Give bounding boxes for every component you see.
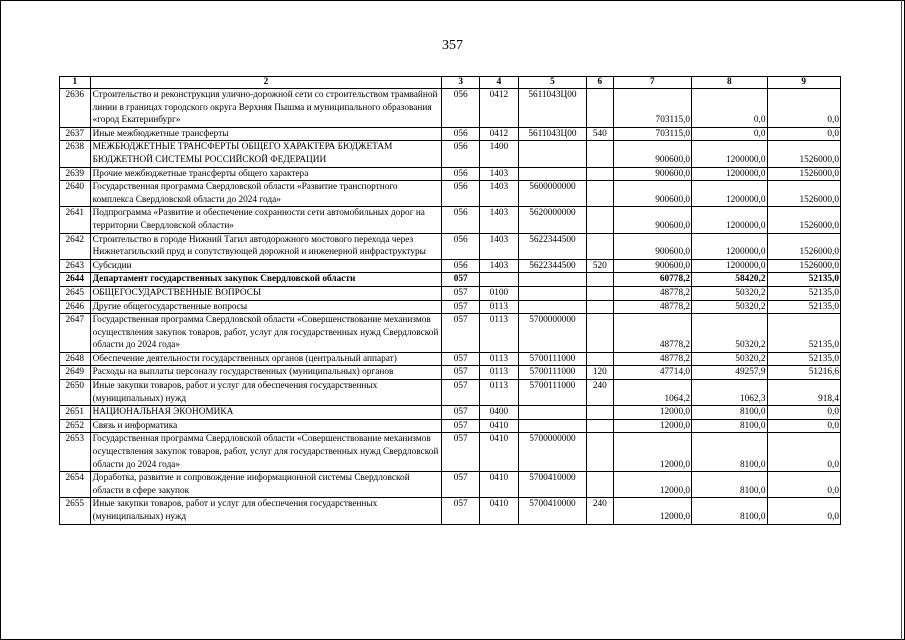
- amount-col-9: 0,0: [767, 406, 840, 420]
- row-name: Расходы на выплаты персоналу государственных (муниципальных) органов: [90, 366, 442, 380]
- section-code: 0410: [480, 419, 519, 433]
- amount-col-9: 1526000,0: [767, 167, 840, 181]
- target-article-code: [518, 300, 586, 314]
- row-name: МЕЖБЮДЖЕТНЫЕ ТРАНСФЕРТЫ ОБЩЕГО ХАРАКТЕРА БЮДЖЕТАМ БЮДЖЕТНОЙ СИСТЕМЫ РОССИЙСКОЙ ФЕДЕРАЦИИ: [90, 141, 442, 167]
- header-cell-7: 7: [613, 77, 692, 89]
- amount-col-8: 8100,0: [692, 498, 767, 524]
- table-row: [60, 314, 841, 353]
- amount-col-9: 1526000,0: [767, 207, 840, 233]
- table-row: [60, 207, 841, 233]
- section-code: [480, 273, 519, 287]
- row-number: 2636: [60, 89, 91, 128]
- row-name: Строительство в городе Нижний Тагил автодорожного мостового перехода через Нижнетагильский пруд и сопутствующей дорожной и инженерной инфраструктуры: [90, 233, 442, 259]
- page-number: 357: [442, 38, 463, 53]
- amount-col-7: 703115,0: [613, 127, 692, 141]
- row-number: 2637: [60, 127, 91, 141]
- ministry-code: 057: [442, 498, 480, 524]
- target-article-code: 5700111000: [518, 366, 586, 380]
- target-article-code: [518, 141, 586, 167]
- amount-col-7: 48778,2: [613, 352, 692, 366]
- section-code: 1403: [480, 167, 519, 181]
- ministry-code: 057: [442, 366, 480, 380]
- header-cell-2: 2: [90, 77, 442, 89]
- amount-col-8: 8100,0: [692, 433, 767, 472]
- amount-col-7: 900600,0: [613, 259, 692, 273]
- amount-col-7: 12000,0: [613, 433, 692, 472]
- row-number: 2642: [60, 233, 91, 259]
- amount-col-7: 12000,0: [613, 498, 692, 524]
- row-name: Иные закупки товаров, работ и услуг для обеспечения государственных (муниципальных) нужд: [90, 380, 442, 406]
- section-code: 0410: [480, 498, 519, 524]
- table-row: [60, 406, 841, 420]
- amount-col-7: 48778,2: [613, 286, 692, 300]
- expense-type-code: [587, 433, 614, 472]
- row-name: Иные межбюджетные трансферты: [90, 127, 442, 141]
- table-row: [60, 352, 841, 366]
- amount-col-7: 900600,0: [613, 141, 692, 167]
- row-number: 2648: [60, 352, 91, 366]
- amount-col-9: 52135,0: [767, 352, 840, 366]
- ministry-code: 056: [442, 127, 480, 141]
- ministry-code: 057: [442, 472, 480, 498]
- table-body: [60, 89, 841, 525]
- table-row: [60, 167, 841, 181]
- expense-type-code: 120: [587, 366, 614, 380]
- amount-col-9: 0,0: [767, 127, 840, 141]
- expense-type-code: [587, 167, 614, 181]
- amount-col-9: 0,0: [767, 433, 840, 472]
- row-number: 2649: [60, 366, 91, 380]
- section-code: 0113: [480, 366, 519, 380]
- row-number: 2646: [60, 300, 91, 314]
- ministry-code: 056: [442, 259, 480, 273]
- expense-type-code: [587, 181, 614, 207]
- target-article-code: 5700410000: [518, 472, 586, 498]
- expense-type-code: 540: [587, 127, 614, 141]
- amount-col-7: 12000,0: [613, 419, 692, 433]
- target-article-code: 5600000000: [518, 181, 586, 207]
- header-cell-9: 9: [767, 77, 840, 89]
- target-article-code: 5622344500: [518, 259, 586, 273]
- amount-col-9: 1526000,0: [767, 259, 840, 273]
- expense-type-code: [587, 207, 614, 233]
- ministry-code: 057: [442, 314, 480, 353]
- expense-type-code: [587, 352, 614, 366]
- header-cell-8: 8: [692, 77, 767, 89]
- section-code: 1403: [480, 259, 519, 273]
- ministry-code: 057: [442, 273, 480, 287]
- row-name: Доработка, развитие и сопровождение информационной системы Свердловской области в сфере закупок: [90, 472, 442, 498]
- row-number: 2650: [60, 380, 91, 406]
- amount-col-8: 50320,2: [692, 314, 767, 353]
- amount-col-7: 900600,0: [613, 181, 692, 207]
- table-row: [60, 273, 841, 287]
- amount-col-9: 0,0: [767, 419, 840, 433]
- expense-type-code: [587, 233, 614, 259]
- row-name: Подпрограмма «Развитие и обеспечение сохранности сети автомобильных дорог на территории Свердловской области»: [90, 207, 442, 233]
- row-number: 2652: [60, 419, 91, 433]
- table-row: [60, 366, 841, 380]
- row-name: Другие общегосударственные вопросы: [90, 300, 442, 314]
- expense-type-code: 520: [587, 259, 614, 273]
- amount-col-7: 900600,0: [613, 233, 692, 259]
- ministry-code: 056: [442, 167, 480, 181]
- section-code: 1403: [480, 181, 519, 207]
- section-code: 0113: [480, 352, 519, 366]
- row-name: НАЦИОНАЛЬНАЯ ЭКОНОМИКА: [90, 406, 442, 420]
- amount-col-7: 1064,2: [613, 380, 692, 406]
- amount-col-7: 48778,2: [613, 300, 692, 314]
- row-name: Государственная программа Свердловской области «Развитие транспортного комплекса Свердловской области до 2024 года»: [90, 181, 442, 207]
- header-cell-1: 1: [60, 77, 91, 89]
- amount-col-9: 1526000,0: [767, 181, 840, 207]
- expense-type-code: [587, 472, 614, 498]
- row-number: 2644: [60, 273, 91, 287]
- table-row: [60, 498, 841, 524]
- amount-col-7: 12000,0: [613, 406, 692, 420]
- row-number: 2645: [60, 286, 91, 300]
- row-name: Прочие межбюджетные трансферты общего характера: [90, 167, 442, 181]
- row-number: 2651: [60, 406, 91, 420]
- table-row: [60, 233, 841, 259]
- amount-col-8: 1200000,0: [692, 181, 767, 207]
- table-row: [60, 286, 841, 300]
- header-cell-4: 4: [480, 77, 519, 89]
- target-article-code: [518, 273, 586, 287]
- amount-col-9: 918,4: [767, 380, 840, 406]
- section-code: 1400: [480, 141, 519, 167]
- target-article-code: [518, 419, 586, 433]
- row-name: Государственная программа Свердловской области «Совершенствование механизмов осуществления закупок товаров, работ, услуг для государственных нужд Свердловской области до 2024 года»: [90, 314, 442, 353]
- budget-table: [59, 76, 841, 525]
- table-row: [60, 433, 841, 472]
- ministry-code: 057: [442, 380, 480, 406]
- target-article-code: 5622344500: [518, 233, 586, 259]
- row-name: Департамент государственных закупок Свердловской области: [90, 273, 442, 287]
- amount-col-8: 1200000,0: [692, 233, 767, 259]
- scan-edge-line: [901, 0, 902, 640]
- amount-col-8: 8100,0: [692, 419, 767, 433]
- table-row: [60, 259, 841, 273]
- table-row: [60, 300, 841, 314]
- section-code: 0113: [480, 300, 519, 314]
- amount-col-8: 1200000,0: [692, 259, 767, 273]
- expense-type-code: [587, 141, 614, 167]
- ministry-code: 056: [442, 207, 480, 233]
- target-article-code: 5611043Ц00: [518, 89, 586, 128]
- amount-col-7: 12000,0: [613, 472, 692, 498]
- section-code: 0100: [480, 286, 519, 300]
- amount-col-7: 703115,0: [613, 89, 692, 128]
- row-number: 2643: [60, 259, 91, 273]
- expense-type-code: [587, 406, 614, 420]
- ministry-code: 056: [442, 233, 480, 259]
- amount-col-9: 0,0: [767, 89, 840, 128]
- amount-col-8: 58420,2: [692, 273, 767, 287]
- row-number: 2647: [60, 314, 91, 353]
- expense-type-code: [587, 286, 614, 300]
- target-article-code: [518, 406, 586, 420]
- section-code: 0113: [480, 380, 519, 406]
- ministry-code: 056: [442, 181, 480, 207]
- amount-col-9: 51216,6: [767, 366, 840, 380]
- header-row: [60, 77, 841, 89]
- amount-col-8: 0,0: [692, 127, 767, 141]
- table-row: [60, 127, 841, 141]
- ministry-code: 057: [442, 433, 480, 472]
- target-article-code: [518, 286, 586, 300]
- row-name: Строительство и реконструкция улично-дорожной сети со строительством трамвайной линии в границах городского округа Верхняя Пышма и муниципального образования «город Екатеринбург»: [90, 89, 442, 128]
- row-name: Иные закупки товаров, работ и услуг для обеспечения государственных (муниципальных) нужд: [90, 498, 442, 524]
- target-article-code: 5700000000: [518, 314, 586, 353]
- expense-type-code: [587, 419, 614, 433]
- row-number: 2640: [60, 181, 91, 207]
- target-article-code: [518, 167, 586, 181]
- amount-col-8: 50320,2: [692, 286, 767, 300]
- table-row: [60, 380, 841, 406]
- amount-col-8: 8100,0: [692, 472, 767, 498]
- expense-type-code: [587, 314, 614, 353]
- section-code: 0113: [480, 314, 519, 353]
- section-code: 1403: [480, 207, 519, 233]
- section-code: 0400: [480, 406, 519, 420]
- expense-type-code: [587, 273, 614, 287]
- amount-col-8: 1062,3: [692, 380, 767, 406]
- amount-col-8: 1200000,0: [692, 141, 767, 167]
- target-article-code: 5611043Ц00: [518, 127, 586, 141]
- row-number: 2655: [60, 498, 91, 524]
- amount-col-9: 52135,0: [767, 273, 840, 287]
- table-row: [60, 419, 841, 433]
- section-code: 0410: [480, 472, 519, 498]
- row-number: 2641: [60, 207, 91, 233]
- expense-type-code: 240: [587, 498, 614, 524]
- row-number: 2653: [60, 433, 91, 472]
- amount-col-7: 900600,0: [613, 167, 692, 181]
- section-code: 0410: [480, 433, 519, 472]
- row-number: 2638: [60, 141, 91, 167]
- ministry-code: 056: [442, 89, 480, 128]
- amount-col-9: 52135,0: [767, 300, 840, 314]
- ministry-code: 057: [442, 419, 480, 433]
- header-cell-5: 5: [518, 77, 586, 89]
- row-name: Субсидии: [90, 259, 442, 273]
- amount-col-8: 50320,2: [692, 352, 767, 366]
- amount-col-7: 48778,2: [613, 314, 692, 353]
- amount-col-8: 1200000,0: [692, 167, 767, 181]
- row-number: 2654: [60, 472, 91, 498]
- row-name: Обеспечение деятельности государственных органов (центральный аппарат): [90, 352, 442, 366]
- amount-col-8: 49257,9: [692, 366, 767, 380]
- section-code: 0412: [480, 89, 519, 128]
- table-row: [60, 141, 841, 167]
- table-row: [60, 181, 841, 207]
- amount-col-7: 900600,0: [613, 207, 692, 233]
- table-row: [60, 89, 841, 128]
- amount-col-9: 52135,0: [767, 314, 840, 353]
- ministry-code: 056: [442, 141, 480, 167]
- amount-col-9: 52135,0: [767, 286, 840, 300]
- amount-col-7: 47714,0: [613, 366, 692, 380]
- ministry-code: 057: [442, 406, 480, 420]
- expense-type-code: [587, 300, 614, 314]
- row-name: ОБЩЕГОСУДАРСТВЕННЫЕ ВОПРОСЫ: [90, 286, 442, 300]
- amount-col-9: 0,0: [767, 498, 840, 524]
- ministry-code: 057: [442, 352, 480, 366]
- expense-type-code: [587, 89, 614, 128]
- amount-col-8: 1200000,0: [692, 207, 767, 233]
- ministry-code: 057: [442, 300, 480, 314]
- amount-col-9: 0,0: [767, 472, 840, 498]
- amount-col-8: 8100,0: [692, 406, 767, 420]
- table-row: [60, 472, 841, 498]
- target-article-code: 5700410000: [518, 498, 586, 524]
- section-code: 0412: [480, 127, 519, 141]
- amount-col-7: 60778,2: [613, 273, 692, 287]
- row-name: Связь и информатика: [90, 419, 442, 433]
- header-cell-6: 6: [587, 77, 614, 89]
- target-article-code: 5700111000: [518, 352, 586, 366]
- target-article-code: 5620000000: [518, 207, 586, 233]
- amount-col-9: 1526000,0: [767, 141, 840, 167]
- row-name: Государственная программа Свердловской области «Совершенствование механизмов осуществления закупок товаров, работ, услуг для государственных нужд Свердловской области до 2024 года»: [90, 433, 442, 472]
- target-article-code: 5700111000: [518, 380, 586, 406]
- amount-col-9: 1526000,0: [767, 233, 840, 259]
- header-cell-3: 3: [442, 77, 480, 89]
- target-article-code: 5700000000: [518, 433, 586, 472]
- amount-col-8: 50320,2: [692, 300, 767, 314]
- section-code: 1403: [480, 233, 519, 259]
- amount-col-8: 0,0: [692, 89, 767, 128]
- expense-type-code: 240: [587, 380, 614, 406]
- ministry-code: 057: [442, 286, 480, 300]
- row-number: 2639: [60, 167, 91, 181]
